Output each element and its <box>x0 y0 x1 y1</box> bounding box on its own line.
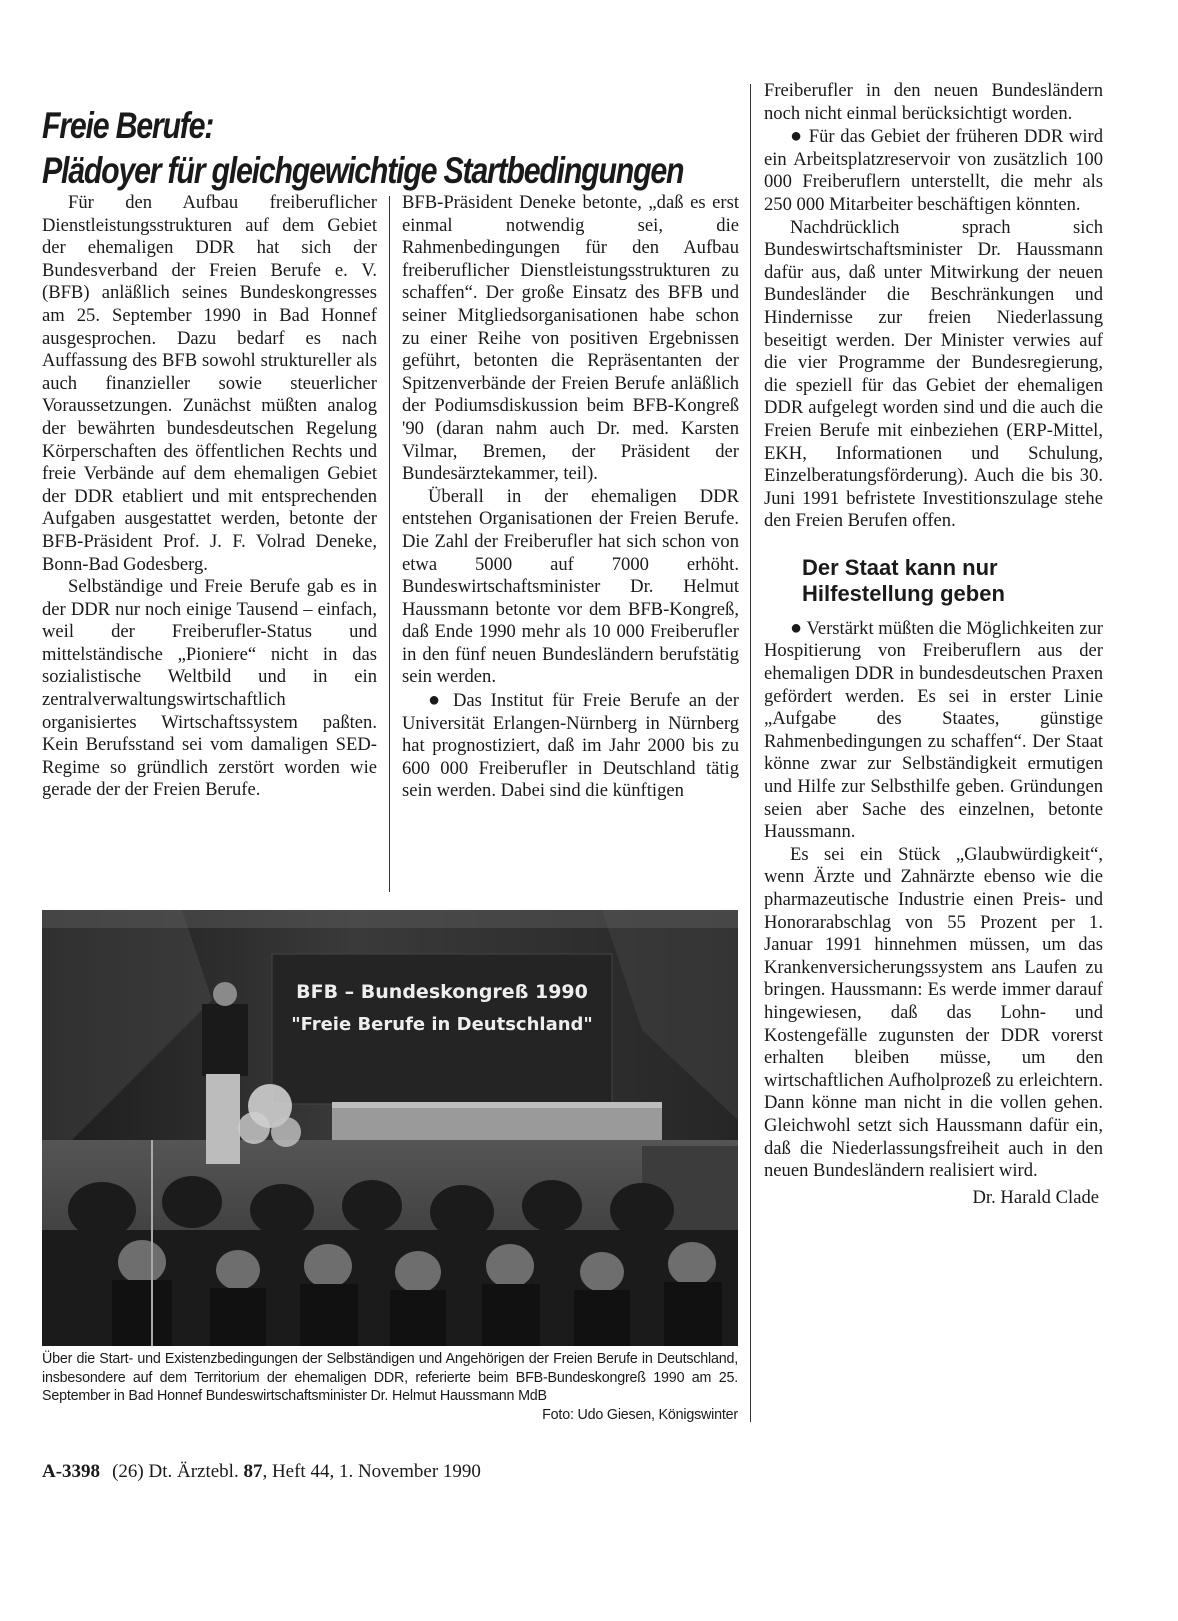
photo-credit: Foto: Udo Giesen, Königswinter <box>542 1406 738 1423</box>
article-column-2 <box>402 192 739 898</box>
headline-line-1: Freie Berufe: <box>42 104 214 146</box>
paragraph: BFB-Präsident Deneke betonte, „daß es erst einmal notwendig sei, die Rahmenbedingungen für den Aufbau freiberuflicher Dienstleistungsstrukturen zu schaffen“. Der große Einsatz des BFB und seiner Mitgliedsorganisationen habe schon zu einer Reihe von positiven Ergebnissen geführt, betonten die Repräsentanten der Spitzenverbände der Freien Berufe anläßlich der Podiumsdiskussion beim BFB-Kongreß '90 (daran nahm auch Dr. med. Karsten Vilmar, Bremen, der Präsident der Bundesärztekammer, teil). <box>402 192 739 485</box>
conference-photo-image <box>42 910 738 1346</box>
bullet-paragraph <box>402 689 739 803</box>
paragraph: Freiberufler in den neuen Bundesländern noch nicht einmal berücksichtigt worden. <box>764 80 1103 124</box>
article-headline <box>42 103 684 193</box>
author-signature: Dr. Harald Clade <box>972 1186 1099 1208</box>
paragraph: Für den Aufbau freiberuflicher Dienstleistungsstrukturen auf dem Gebiet der ehemaligen DDR hat sich der Bundesverband der Freien Berufe e. V. (BFB) anläßlich seines Bundeskongresses am 25. September 1990 in Bad Honnef ausgesprochen. Dazu bedarf es nach Auffassung des BFB sowohl struktureller als auch finanzieller sowie steuerlicher Voraussetzungen. Zunächst müßten analog der bewährten bundesdeutschen Regelung Körperschaften des öffentlichen Rechts und freie Verbände auf dem ehemaligen Gebiet der DDR etabliert und mit entsprechenden Aufgaben ausgestattet werden, betonte der BFB-Präsident Prof. J. F. Volrad Deneke, Bonn-Bad Godesberg. <box>42 192 377 575</box>
page-footer <box>42 1460 481 1484</box>
bullet-icon: ● <box>790 616 803 639</box>
column-divider-2 <box>750 84 751 1422</box>
photo-caption <box>42 1350 738 1424</box>
paragraph: Nachdrücklich sprach sich Bundeswirtschaftsminister Dr. Haussmann dafür aus, daß unter Mitwirkung der neuen Bundesländer die Beschränkungen und Hindernisse zur freien Niederlassung beseitigt werden. Der Minister verwies auf die vier Programme der Bundesregierung, die speziell für das Gebiet der ehemaligen DDR aufgelegt worden sind und die auch die Freien Berufe mit einbeziehen (ERP-Mittel, EKH, Informationen und Schulung, Einzelberatungsförderung). Auch die bis 30. Juni 1991 befristete Investitionszulage stehe den Freien Berufen offen. <box>764 216 1103 532</box>
bullet-paragraph <box>764 617 1103 844</box>
bullet-icon: ● <box>428 689 445 712</box>
banner-text-line-2: "Freie Berufe in Deutschland" <box>291 1014 593 1035</box>
issue-info: , Heft 44, 1. November 1990 <box>262 1461 481 1482</box>
bullet-icon: ● <box>790 125 804 148</box>
bullet-paragraph <box>764 125 1103 216</box>
page-code: A-3398 <box>42 1461 101 1482</box>
journal-name: (26) Dt. Ärztebl. <box>112 1461 239 1482</box>
conference-photo <box>42 910 738 1346</box>
article-column-3 <box>764 80 1103 1500</box>
volume-number: 87 <box>243 1461 263 1482</box>
column-divider-1 <box>389 196 390 892</box>
article-column-1 <box>42 192 377 898</box>
bullet-text: Verstärkt müßten die Möglichkeiten zur Hospitierung von Freiberuflern aus der ehemaligen DDR in bundesdeutschen Praxen gefördert werden. Es sei in erster Linie „Aufgabe des Staates, günstige Rahmenbedingungen zu schaffen“. Der Staat könne zwar zur Selbständigkeit ermutigen und Hilfe zur Selbsthilfe geben. Gründungen seien aber Sache des einzelnen, betonte Haussmann. <box>764 617 1103 843</box>
bullet-text: Das Institut für Freie Berufe an der Universität Erlangen-Nürnberg in Nürnberg hat prognostiziert, daß im Jahr 2000 bis zu 600 000 Freiberufler in Deutschland tätig sein werden. Dabei sind die künftigen <box>402 690 739 802</box>
subheading-line-2: Hilfestellung geben <box>802 580 1005 606</box>
paragraph: Selbständige und Freie Berufe gab es in der DDR nur noch einige Tausend – einfach, weil der Freiberufler-Status und mittelständische „Pioniere“ nicht in das sozialistische Weltbild und in ein zentralverwaltungswirtschaftlich organisiertes Wirtschaftssystem paßten. Kein Berufsstand sei vom damaligen SED-Regime so gründlich zerstört worden wie gerade der der Freien Berufe. <box>42 576 377 801</box>
bullet-text: Für das Gebiet der früheren DDR wird ein Arbeitsplatzreservoir von zusätzlich 100 000 Freiberuflern unterstellt, die mehr als 250 000 Mitarbeiter beschäftigen könnten. <box>764 126 1103 215</box>
paragraph: Es sei ein Stück „Glaubwürdigkeit“, wenn Ärzte und Zahnärzte ebenso wie die pharmazeutische Industrie einen Preis- und Honorarabschlag von 55 Prozent per 1. Januar 1991 hinnehmen müssen, um das Krankenversicherungssystem ans Laufen zu bringen. Haussmann: Es werde immer darauf hingewiesen, daß das Lohn- und Kostengefälle zugunsten der DDR vorerst erhalten bleiben müsse, um den wirtschaftlichen Aufholprozeß zu erleichtern. Dann könne man nicht in die vollen gehen. Gleichwohl setzt sich Haussmann dafür ein, daß die Niederlassungsfreiheit auch in den neuen Bundesländern realisiert wird. <box>764 843 1103 1182</box>
subheading-line-1: Der Staat kann nur <box>802 554 998 580</box>
caption-text: Über die Start- und Existenzbedingungen der Selbständigen und Angehörigen der Freien Berufe in Deutschland, insbesondere auf dem Territorium der ehemaligen DDR, referierte beim BFB-Bundeskongreß 1990 am 25. September in Bad Honnef Bundeswirtschaftsminister Dr. Helmut Haussmann MdB <box>42 1351 738 1404</box>
headline-line-2: Plädoyer für gleichgewichtige Startbedingungen <box>42 149 684 191</box>
paragraph: Überall in der ehemaligen DDR entstehen Organisationen der Freien Berufe. Die Zahl der Freiberufler hat sich schon von etwa 5000 auf 7000 erhöht. Bundeswirtschaftsminister Dr. Helmut Haussmann betonte vor dem BFB-Kongreß, daß Ende 1990 mehr als 10 000 Freiberufler in den fünf neuen Bundesländern berufstätig sein werden. <box>402 485 739 688</box>
banner-text-line-1: BFB – Bundeskongreß 1990 <box>296 981 588 1003</box>
subheading <box>802 555 1103 607</box>
